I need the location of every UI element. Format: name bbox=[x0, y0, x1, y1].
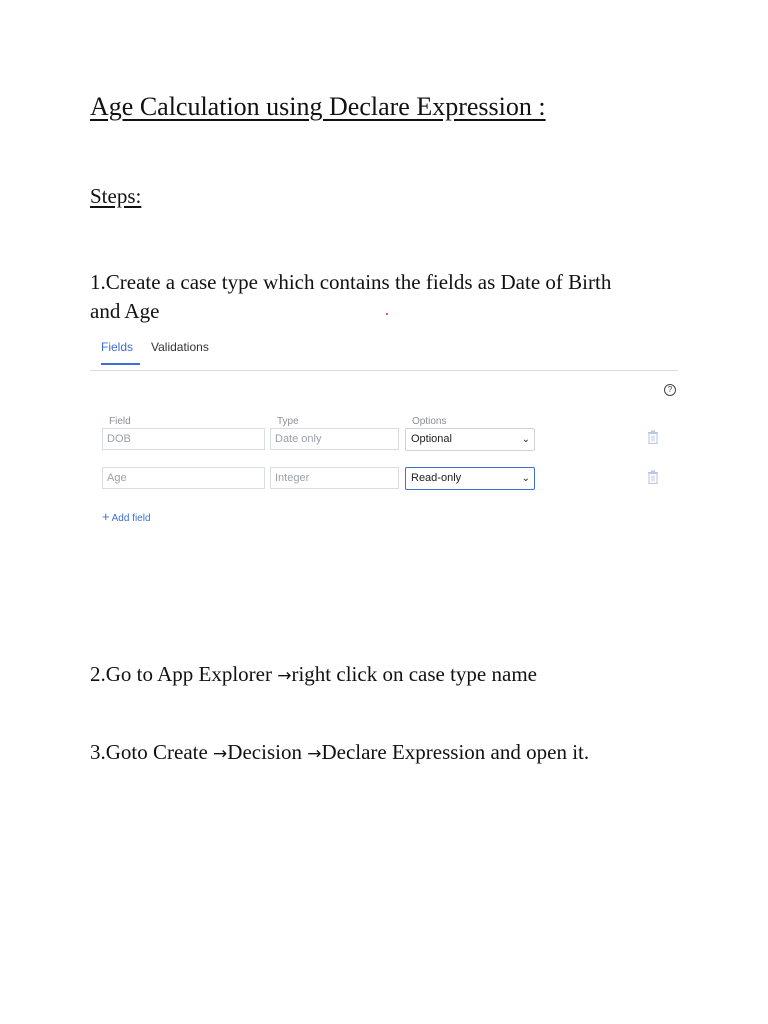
field-type-input-age[interactable]: Integer bbox=[270, 467, 399, 489]
field-type-input-dob[interactable]: Date only bbox=[270, 428, 399, 450]
trash-icon[interactable] bbox=[647, 430, 659, 444]
tab-validations-label: Validations bbox=[151, 340, 209, 354]
tab-fields[interactable] bbox=[101, 340, 140, 365]
case-type-fields-screenshot bbox=[90, 332, 680, 532]
step-1-line-2: and Age bbox=[90, 299, 160, 323]
stray-red-dot bbox=[386, 313, 388, 315]
trash-icon[interactable] bbox=[647, 470, 659, 484]
step-3 bbox=[90, 738, 589, 769]
step-3-text-b: Decision bbox=[227, 740, 308, 764]
add-field-label: Add field bbox=[111, 513, 151, 524]
field-options-value-age: Read-only bbox=[411, 472, 462, 484]
field-name-input-dob[interactable]: DOB bbox=[102, 428, 265, 450]
step-2 bbox=[90, 660, 537, 691]
column-label-options: Options bbox=[412, 416, 447, 427]
tab-bar bbox=[90, 332, 678, 371]
chevron-down-icon: ⌄ bbox=[521, 434, 530, 445]
column-label-type: Type bbox=[277, 416, 299, 427]
tab-validations[interactable] bbox=[151, 340, 209, 363]
step-1-line-1: 1.Create a case type which contains the fields as Date of Birth bbox=[90, 270, 612, 294]
plus-icon: + bbox=[102, 509, 110, 524]
field-options-value-dob: Optional bbox=[411, 433, 452, 445]
column-label-field: Field bbox=[109, 416, 131, 427]
field-name-input-age[interactable]: Age bbox=[102, 467, 265, 489]
help-icon[interactable]: ? bbox=[664, 384, 676, 396]
step-3-text-c: Declare Expression and open it. bbox=[321, 740, 590, 764]
field-options-select-dob[interactable] bbox=[405, 428, 535, 451]
arrow-right-icon: → bbox=[213, 744, 228, 764]
steps-heading: Steps: bbox=[90, 184, 142, 208]
chevron-down-icon: ⌄ bbox=[521, 473, 530, 484]
arrow-right-icon: → bbox=[277, 666, 292, 686]
document-title: Age Calculation using Declare Expression : bbox=[90, 92, 546, 121]
step-3-text-a: 3.Goto Create bbox=[90, 740, 214, 764]
step-2-text-b: right click on case type name bbox=[291, 662, 537, 686]
arrow-right-icon: → bbox=[307, 744, 322, 764]
tab-fields-label: Fields bbox=[101, 340, 134, 354]
field-options-select-age[interactable] bbox=[405, 467, 535, 490]
step-2-text-a: 2.Go to App Explorer bbox=[90, 662, 278, 686]
add-field-button[interactable] bbox=[102, 509, 151, 524]
step-1 bbox=[90, 268, 611, 326]
